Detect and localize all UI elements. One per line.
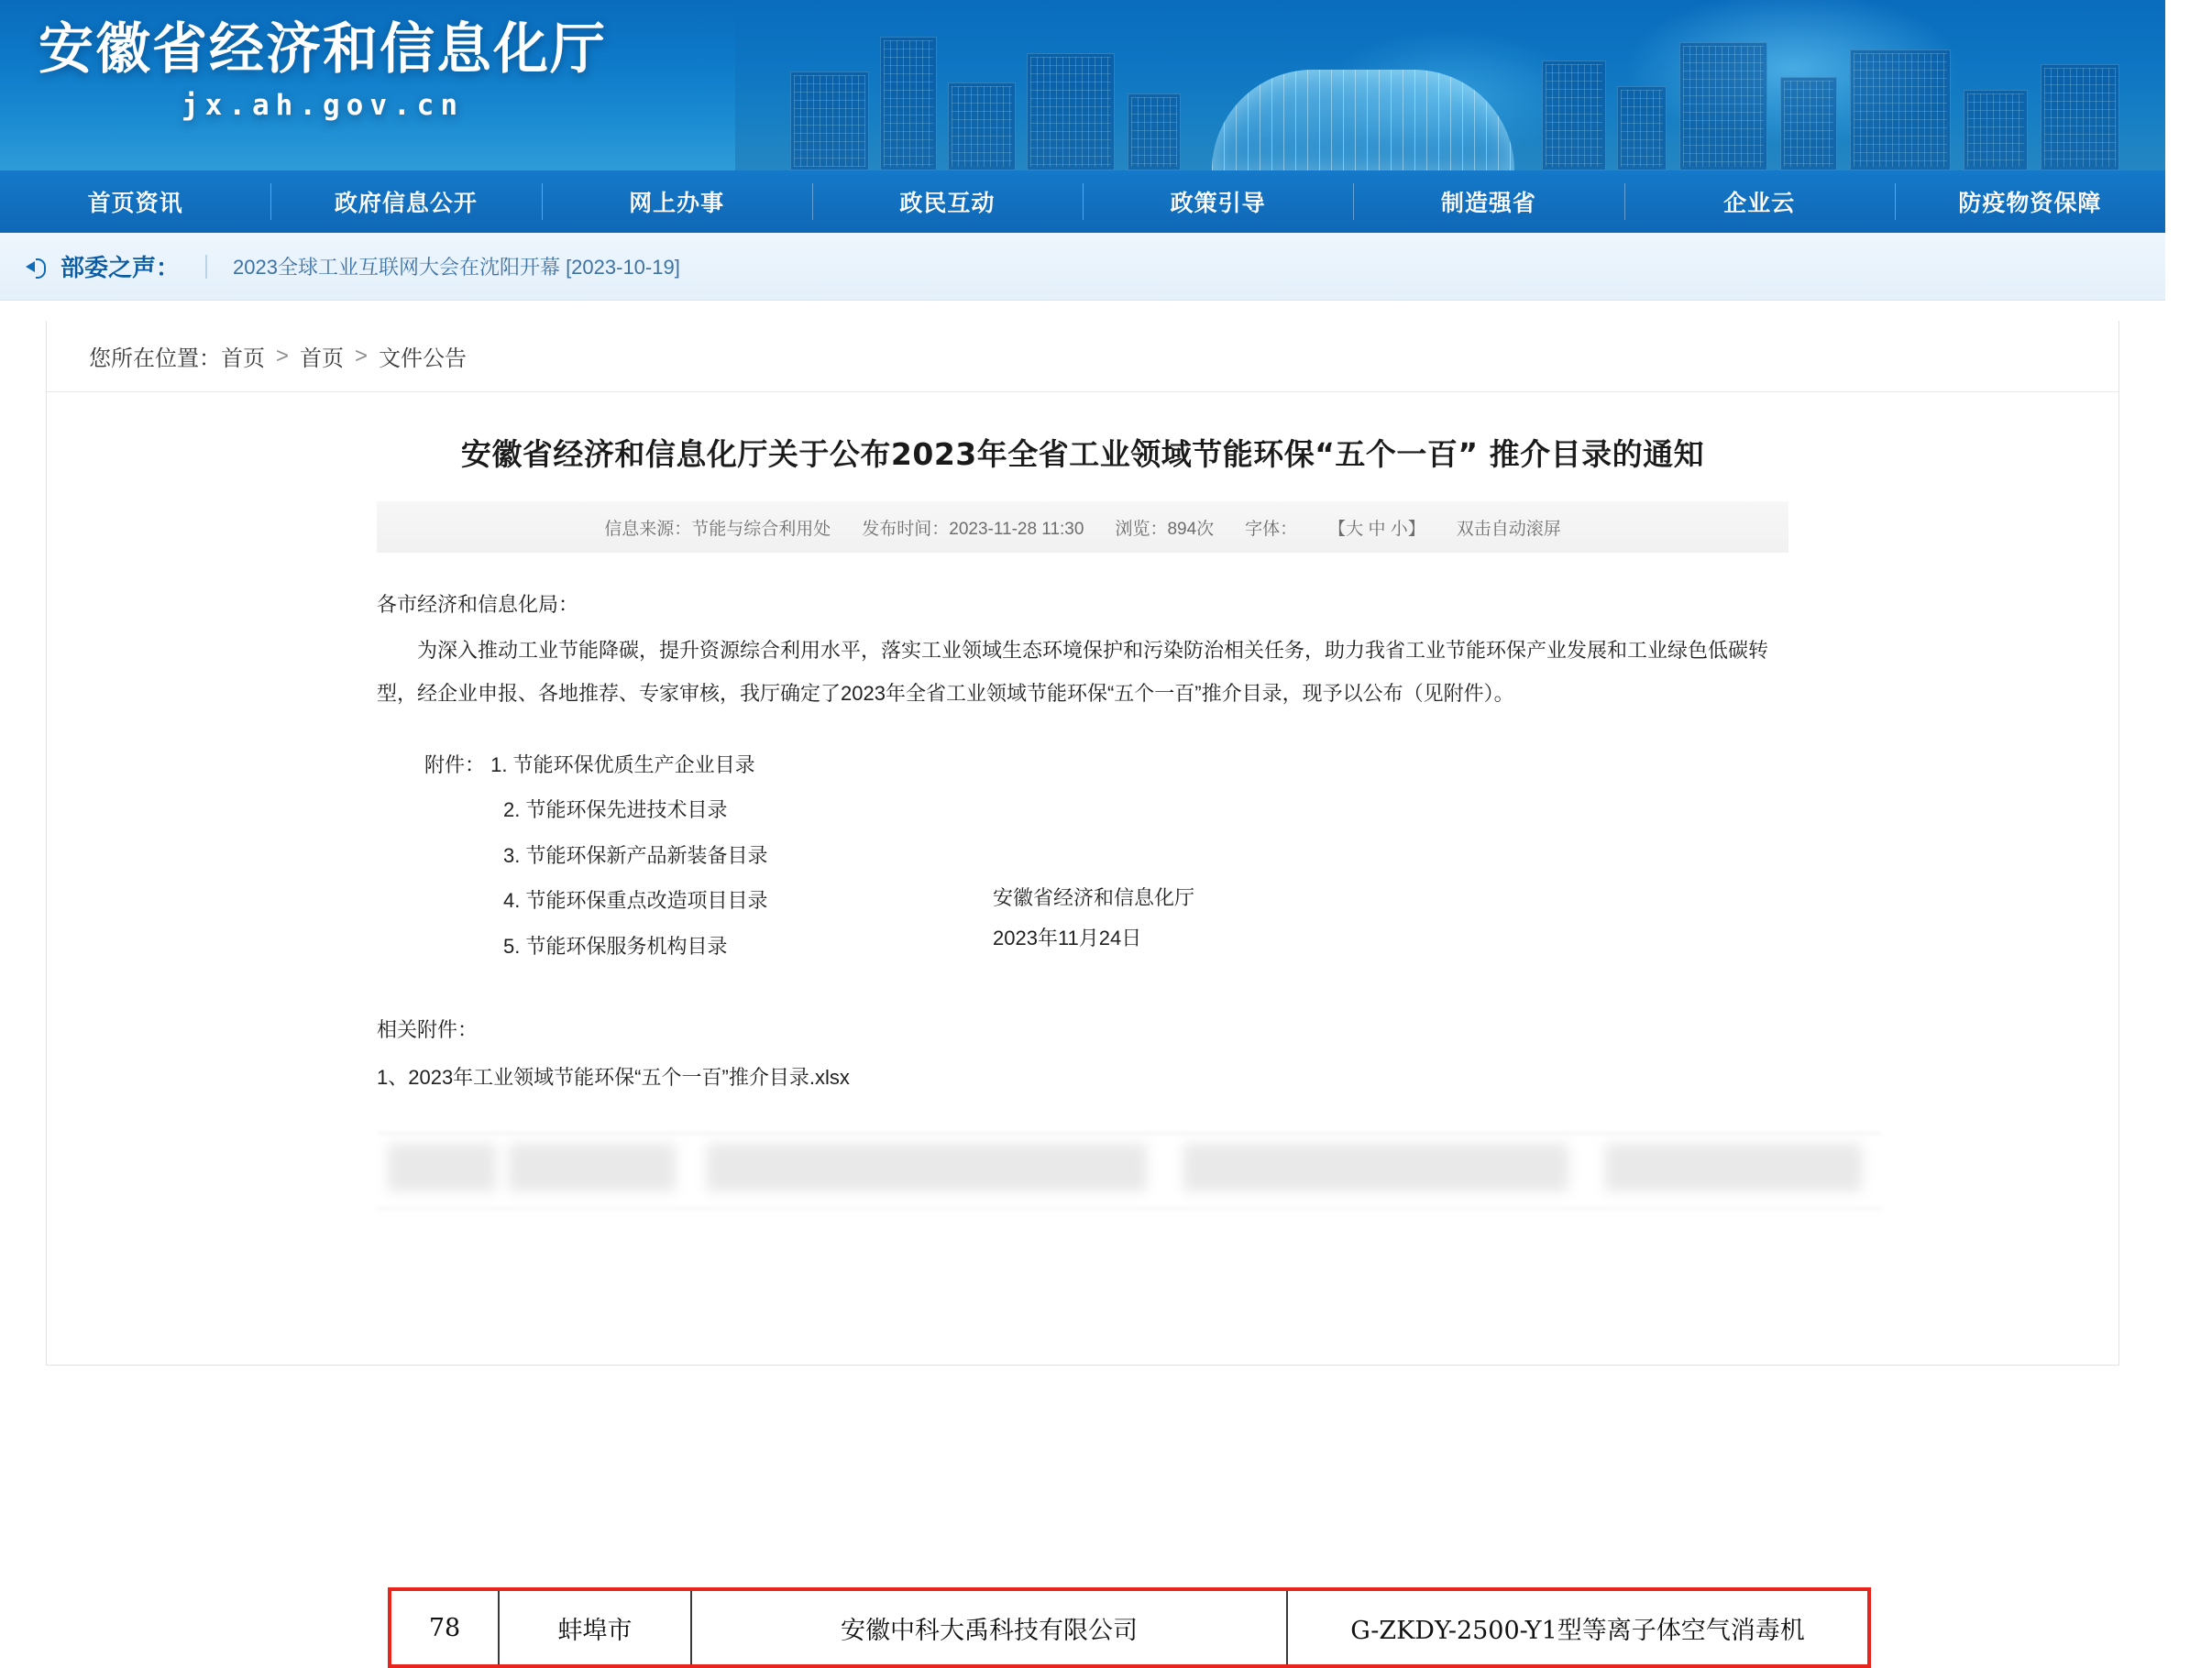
- attachment-block: [424, 742, 1788, 970]
- breadcrumb-item-home-2[interactable]: 首页: [300, 346, 345, 371]
- attachment-item-3: 3. 节能环保新产品新装备目录: [503, 843, 768, 867]
- meta-font-label: 字体：: [1245, 519, 1298, 539]
- nav-item-gov-info[interactable]: 政府信息公开: [270, 170, 541, 233]
- attachment-item-1: 1. 节能环保优质生产企业目录: [490, 752, 755, 776]
- attachment-item-3-row: [503, 833, 1788, 879]
- site-title: 安徽省经济和信息化厅: [39, 17, 607, 82]
- meta-source: 信息来源：节能与综合利用处: [604, 519, 831, 539]
- attachment-item-5: 5. 节能环保服务机构目录: [503, 934, 728, 958]
- related-attachments: [377, 1009, 1788, 1099]
- breadcrumb: [47, 321, 2118, 392]
- breadcrumb-item-documents[interactable]: 文件公告: [379, 346, 468, 371]
- page-title: 安徽省经济和信息化厅关于公布2023年全省工业领域节能环保“五个一百” 推介目录的通知: [460, 436, 1705, 472]
- main-navigation[interactable]: [0, 170, 2165, 233]
- article-body: [377, 584, 1788, 715]
- content-card: [46, 321, 2119, 1645]
- signature-date: 2023年11月24日: [993, 926, 1142, 949]
- attachment-item-2: 2. 节能环保先进技术目录: [503, 798, 728, 822]
- font-size-options[interactable]: 【大 中 小】: [1328, 519, 1425, 539]
- nav-item-epidemic-supply[interactable]: 防疫物资保障: [1895, 170, 2165, 233]
- nav-item-manufacturing[interactable]: 制造强省: [1353, 170, 1623, 233]
- ministry-voice-strip: [0, 233, 2165, 301]
- speaker-icon: [24, 253, 51, 280]
- signature-organization: 安徽省经济和信息化厅: [993, 885, 1195, 909]
- nav-item-interaction[interactable]: 政民互动: [812, 170, 1083, 233]
- breadcrumb-prefix: 您所在位置：: [89, 346, 221, 371]
- cell-product-name: G-ZKDY-2500-Y1型等离子体空气消毒机: [1350, 1616, 1805, 1645]
- related-file-link[interactable]: 1、2023年工业领域节能环保“五个一百”推介目录.xlsx: [377, 1066, 850, 1090]
- attachment-item-2-row: [503, 787, 1788, 833]
- blurred-table-region: [47, 1131, 2212, 1241]
- article-meta-bar: [377, 501, 1788, 553]
- body-paragraph-1: 为深入推动工业节能降碳，提升资源综合利用水平，落实工业领域生态环境保护和污染防治相关任务，助力我省工业节能环保产业发展和工业绿色低碳转型，经企业申报、各地推荐、专家审核，我厅确定了2023年全省工业领域节能环保“五个一百”推介目录，现予以公布（见附件）。: [377, 639, 1769, 705]
- ministry-voice-headline[interactable]: 2023全球工业互联网大会在沈阳开幕 [2023-10-19]: [233, 256, 680, 279]
- nav-item-policy[interactable]: 政策引导: [1083, 170, 1353, 233]
- site-identity: [39, 18, 607, 122]
- page-body: [0, 301, 2165, 1645]
- salutation: 各市经济和信息化局：: [377, 593, 579, 617]
- ministry-voice-label: 部委之声：: [61, 254, 181, 281]
- meta-views: 浏览：894次: [1115, 519, 1215, 539]
- attachment-label-row: [424, 742, 1788, 788]
- cell-city: 蚌埠市: [500, 1591, 692, 1664]
- site-url: jx.ah.gov.cn: [182, 89, 464, 122]
- article: [377, 392, 1788, 1100]
- nav-item-enterprise-cloud[interactable]: 企业云: [1624, 170, 1895, 233]
- nav-item-home-news[interactable]: 首页资讯: [87, 191, 183, 216]
- cell-company-name: 安徽中科大禹科技有限公司: [692, 1591, 1288, 1664]
- divider: [205, 255, 207, 279]
- auto-scroll-toggle[interactable]: 双击自动滚屏: [1456, 519, 1561, 539]
- attachment-item-4: 4. 节能环保重点改造项目目录: [503, 889, 768, 913]
- cell-serial-number: 78: [391, 1591, 500, 1664]
- signature-block: [993, 878, 1194, 959]
- related-label: 相关附件：: [377, 1018, 479, 1042]
- site-banner: [0, 0, 2165, 170]
- meta-publish: 发布时间：2023-11-28 11:30: [862, 519, 1084, 539]
- breadcrumb-separator: >: [355, 343, 369, 368]
- banner-cityscape: [735, 0, 2165, 170]
- highlighted-table-row: [388, 1587, 1871, 1668]
- attachment-label: 附件：: [424, 752, 486, 776]
- breadcrumb-separator: >: [276, 343, 290, 368]
- nav-item-online-service[interactable]: 网上办事: [542, 170, 812, 233]
- breadcrumb-item-home[interactable]: 首页: [221, 346, 265, 371]
